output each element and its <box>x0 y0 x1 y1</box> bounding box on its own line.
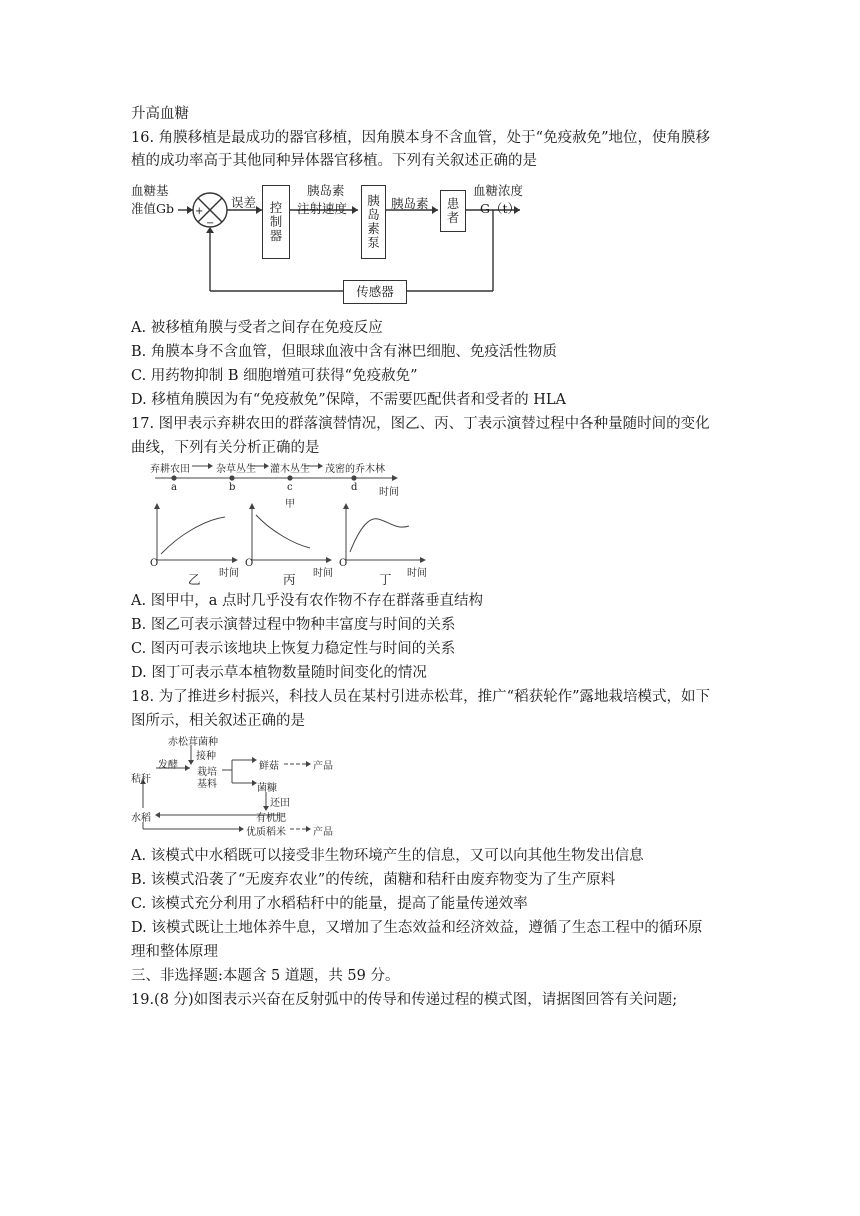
q16-option-c: C. 用药物抑制 B 细胞增殖可获得“免疫赦免” <box>131 368 418 384</box>
q17-option-d: D. 图丁可表示草本植物数量随时间变化的情况 <box>131 665 427 681</box>
fig16-input-label-2: 准值Gb <box>131 201 174 216</box>
q18-option-d-cont: 理和整体原理 <box>131 944 218 960</box>
fig17-stage-4: 茂密的乔木林 <box>325 464 385 475</box>
fig18-fertilizer-label: 有机肥 <box>256 813 286 824</box>
fig17-time-label: 时间 <box>379 487 399 498</box>
q16-option-b: B. 角膜本身不含血管，但眼球血液中含有淋巴细胞、免疫活性物质 <box>131 344 557 360</box>
fig18-product-label-1: 产品 <box>313 761 333 772</box>
fig17-jia-label: 甲 <box>285 499 295 510</box>
fig18-medium-label-2: 基料 <box>197 779 217 790</box>
fig17-yi-time: 时间 <box>219 568 239 579</box>
fig16-patient-label: 患者 <box>446 196 460 225</box>
q17-option-c: C. 图丙可表示该地块上恢复力稳定性与时间的关系 <box>131 641 456 657</box>
fig18-medium-label-1: 栽培 <box>197 767 217 778</box>
fig17-ding-time: 时间 <box>407 568 427 579</box>
fig18-quality-rice-label: 优质稻米 <box>246 827 286 838</box>
fig18-product-label-2: 产品 <box>313 827 333 838</box>
fig17-stage-2: 杂草丛生 <box>216 464 256 475</box>
question-18-stem: 18. 为了推进乡村振兴，科技人员在某村引进赤松茸，推广“稻获轮作”露地栽培模式，如下 <box>131 689 710 705</box>
fig17-point-b: b <box>229 482 236 493</box>
fig16-output-label-1: 血糖浓度 <box>473 183 524 198</box>
fig17-stage-1: 弃耕农田 <box>150 464 190 475</box>
fig17-bing-time: 时间 <box>313 568 333 579</box>
fig17-point-d: d <box>351 482 358 493</box>
fig17-panel-bing: 丙 <box>283 572 296 587</box>
fig18-residue-label: 菌糠 <box>257 783 277 794</box>
fig16-insulin-pump-label: 胰岛素泵 <box>367 193 380 250</box>
fig18-inoculate-label: 接种 <box>196 751 216 762</box>
fig17-stage-3: 灌木丛生 <box>270 464 310 475</box>
fig17-point-a: a <box>171 482 177 493</box>
fig16-insulin-rate-label-1: 胰岛素 <box>307 183 345 198</box>
section-3-heading: 三、非选择题:本题含 5 道题，共 59 分。 <box>131 968 400 984</box>
q18-option-c: C. 该模式充分利用了水稻秸秆中的能量，提高了能量传递效率 <box>131 896 528 912</box>
fig18-return-label: 还田 <box>270 798 290 809</box>
fig16-insulin-label: 胰岛素 <box>391 196 429 211</box>
fig17-panel-ding: 丁 <box>379 572 392 587</box>
question-16-stem: 16. 角膜移植是最成功的器官移植，因角膜本身不含血管，处于“免疫赦免”地位，使角膜移 <box>131 130 710 146</box>
fig16-sensor-box: 传感器 <box>343 280 407 304</box>
fig17-bing-origin: O <box>245 558 254 569</box>
fig17-point-c: c <box>287 482 293 493</box>
fig16-output-label-2: G（t） <box>480 201 521 216</box>
q18-option-b: B. 该模式沿袭了“无废弃农业”的传统，菌糖和秸秆由废弃物变为了生产原料 <box>131 872 616 888</box>
fig18-spawn-label: 赤松茸菌种 <box>168 737 218 748</box>
fig18-rice-label: 水稻 <box>131 813 151 824</box>
fig16-input-label-1: 血糖基 <box>131 183 169 198</box>
q17-option-a: A. 图甲中，a 点时几乎没有农作物不存在群落垂直结构 <box>131 593 483 609</box>
fig16-plus-sign: + <box>195 206 204 217</box>
question-19-stem: 19.(8 分)如图表示兴奋在反射弧中的传导和传递过程的模式图，请据图回答有关问题; <box>131 992 678 1008</box>
fig18-straw-label: 秸秆 <box>131 774 151 785</box>
q18-option-a: A. 该模式中水稻既可以接受非生物环境产生的信息，又可以向其他生物发出信息 <box>131 848 644 864</box>
fig17-ding-origin: O <box>339 558 348 569</box>
fig16-error-label: 误差 <box>231 195 257 210</box>
question-16-stem-cont: 植的成功率高于其他同种异体器官移植。下列有关叙述正确的是 <box>131 153 537 169</box>
fig18-ferment-label: 发酵 <box>158 760 178 771</box>
fig17-yi-origin: O <box>150 558 159 569</box>
question-18-stem-cont: 图所示，相关叙述正确的是 <box>131 713 305 729</box>
q17-option-b: B. 图乙可表示演替过程中物种丰富度与时间的关系 <box>131 617 456 633</box>
fig16-minus-sign: − <box>206 218 215 229</box>
fig16-insulin-rate-label-2: 注射速度 <box>297 201 348 216</box>
fig16-controller-label: 控制器 <box>269 200 283 243</box>
q18-option-d: D. 该模式既让土地体养牛息，又增加了生态效益和经济效益，遵循了生态工程中的循环原 <box>131 920 703 936</box>
fig17-panel-yi: 乙 <box>188 572 201 587</box>
fig18-fresh-mushroom-label: 鲜菇 <box>259 761 279 772</box>
q16-option-a: A. 被移植角膜与受者之间存在免疫反应 <box>131 320 383 336</box>
question-17-stem: 17. 图甲表示弃耕农田的群落演替情况，图乙、丙、丁表示演替过程中各种量随时间的变化 <box>131 416 710 432</box>
question-17-stem-cont: 曲线，下列有关分析正确的是 <box>131 440 320 456</box>
q16-option-d: D. 移植角膜因为有“免疫赦免”保障，不需要匹配供者和受者的 HLA <box>131 392 567 408</box>
text-line: 升高血糖 <box>131 106 189 122</box>
